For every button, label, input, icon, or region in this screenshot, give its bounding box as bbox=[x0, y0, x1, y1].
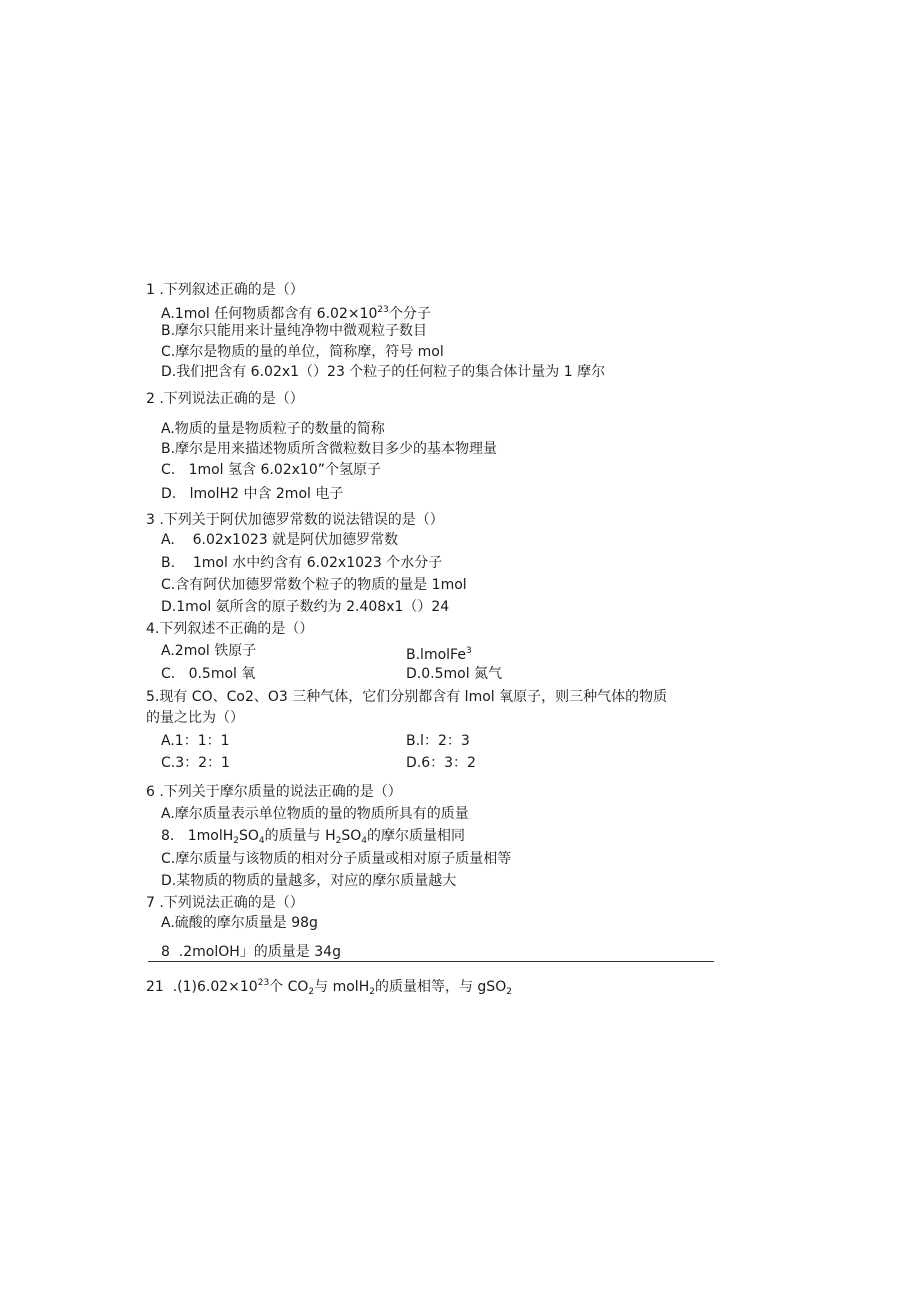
q1-option-b: B.摩尔只能用来计量纯净物中微观粒子数目 bbox=[161, 323, 428, 339]
q5-stem-line2: 的量之比为（） bbox=[146, 710, 244, 726]
q1-option-a: A.1mol 任何物质都含有 $6.02\times 10^{23}$个分子 bbox=[161, 305, 431, 322]
q5-stem-line1: 5.现有 CO、Co2、O3 三种气体，它们分别都含有 lmol 氧原子，则三种气体的物质 bbox=[146, 689, 668, 705]
q21-text: 21 $.(1)6.02\times 10^{23}$个 $CO_2$与 molH$_2$的质量相等，与 gSO$_2$ bbox=[146, 978, 512, 997]
q6-option-b: 8. $1molH_2SO_4$的质量与 $H_2SO_4$的摩尔质量相同 bbox=[161, 828, 465, 846]
q5-option-b: B.l：2：3 bbox=[406, 733, 470, 749]
q6-option-c: C.摩尔质量与该物质的相对分子质量或相对原子质量相等 bbox=[161, 851, 512, 867]
q2-option-a: A.物质的量是物质粒子的数量的简称 bbox=[161, 421, 385, 437]
section-divider bbox=[148, 961, 714, 962]
q1-stem: 1 .下列叙述正确的是（） bbox=[146, 282, 304, 298]
q5-option-a: A.1：1：1 bbox=[161, 733, 230, 749]
q4-option-c: C. 0.5mol 氧 bbox=[161, 666, 256, 682]
q4-option-a: A.2mol 铁原子 bbox=[161, 643, 257, 659]
q3-option-b: B. 1mol 水中约含有 6.02x1023 个水分子 bbox=[161, 555, 443, 571]
q2-stem: 2 .下列说法正确的是（） bbox=[146, 391, 304, 407]
q3-option-a: A. 6.02x1023 就是阿伏加德罗常数 bbox=[161, 532, 399, 548]
q3-stem: 3 .下列关于阿伏加德罗常数的说法错误的是（） bbox=[146, 512, 444, 528]
q1-option-d: D.我们把含有 6.02x1（）23 个粒子的任何粒子的集合体计量为 1 摩尔 bbox=[161, 364, 606, 380]
q6-stem: 6 .下列关于摩尔质量的说法正确的是（） bbox=[146, 784, 402, 800]
q2-option-c: C. 1mol 氢含 6.02x10”个氢原子 bbox=[161, 462, 382, 478]
q5-option-d: D.6：3：2 bbox=[406, 755, 476, 771]
q4-stem: 4.下列叙述不正确的是（） bbox=[146, 621, 314, 637]
q2-option-d: D. lmolH2 中含 2mol 电子 bbox=[161, 486, 344, 502]
q4-option-b: B.lmolFe$^3$ bbox=[406, 646, 472, 663]
q6-option-d: D.某物质的物质的量越多，对应的摩尔质量越大 bbox=[161, 873, 457, 889]
q2-option-b: B.摩尔是用来描述物质所含微粒数目多少的基本物理量 bbox=[161, 441, 498, 457]
q4-option-d: D.0.5mol 氮气 bbox=[406, 666, 503, 682]
q5-option-c: C.3：2：1 bbox=[161, 755, 230, 771]
q7-option-b: 8 .2molOH」的质量是 34g bbox=[161, 944, 341, 960]
q3-option-c: C.含有阿伏加德罗常数个粒子的物质的量是 1mol bbox=[161, 577, 467, 593]
q1-option-c: C.摩尔是物质的量的单位，简称摩，符号 mol bbox=[161, 344, 444, 360]
q6-option-a: A.摩尔质量表示单位物质的量的物质所具有的质量 bbox=[161, 806, 469, 822]
q3-option-d: D.1mol 氨所含的原子数约为 2.408x1（）24 bbox=[161, 599, 450, 615]
q7-stem: 7 .下列说法正确的是（） bbox=[146, 895, 304, 911]
q7-option-a: A.硫酸的摩尔质量是 98g bbox=[161, 915, 318, 931]
